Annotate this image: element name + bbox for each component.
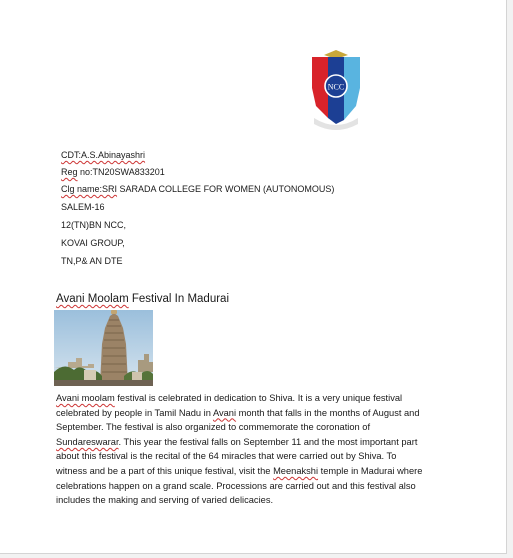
body-line: includes the making and serving of varied delicacies. xyxy=(56,495,274,506)
city-line: SALEM-16 xyxy=(61,202,105,212)
college-name-line: Clg name:SRI SARADA COLLEGE FOR WOMEN (AUTONOMOUS) xyxy=(61,184,335,194)
battalion-line: 12(TN)BN NCC, xyxy=(61,220,127,230)
reg-number-line: Reg no:TN20SWA833201 xyxy=(61,167,165,177)
body-line: Sundareswarar. This year the festival falls on September 11 and the most important part xyxy=(56,436,418,447)
group-line: KOVAI GROUP, xyxy=(61,238,125,248)
directorate-line: TN,P& AN DTE xyxy=(61,256,123,266)
cadet-name-line: CDT:A.S.Abinayashri xyxy=(61,150,146,160)
body-line: celebrations happen on a grand scale. Processions are carried out and this festival also xyxy=(56,480,416,491)
body-line: September. The festival is also organized to commemorate the coronation of xyxy=(56,422,371,433)
ncc-logo xyxy=(310,48,362,130)
body-line: witness and be a part of this unique festival, visit the Meenakshi temple in Madurai where xyxy=(56,465,423,476)
body-line: about this festival is the recital of the 64 miracles that were carried out by Shiva. To xyxy=(56,451,397,462)
article-body xyxy=(56,391,456,508)
logo-ncc-text: NCC xyxy=(327,82,345,92)
article-title: Avani Moolam Festival In Madurai xyxy=(56,293,230,305)
body-line: Avani moolam festival is celebrated in dedication to Shiva. It is a very unique festival xyxy=(56,393,403,403)
temple-photo xyxy=(54,310,153,386)
body-line: celebrated by people in Tamil Nadu in Avani month that falls in the months of August and xyxy=(56,407,420,418)
